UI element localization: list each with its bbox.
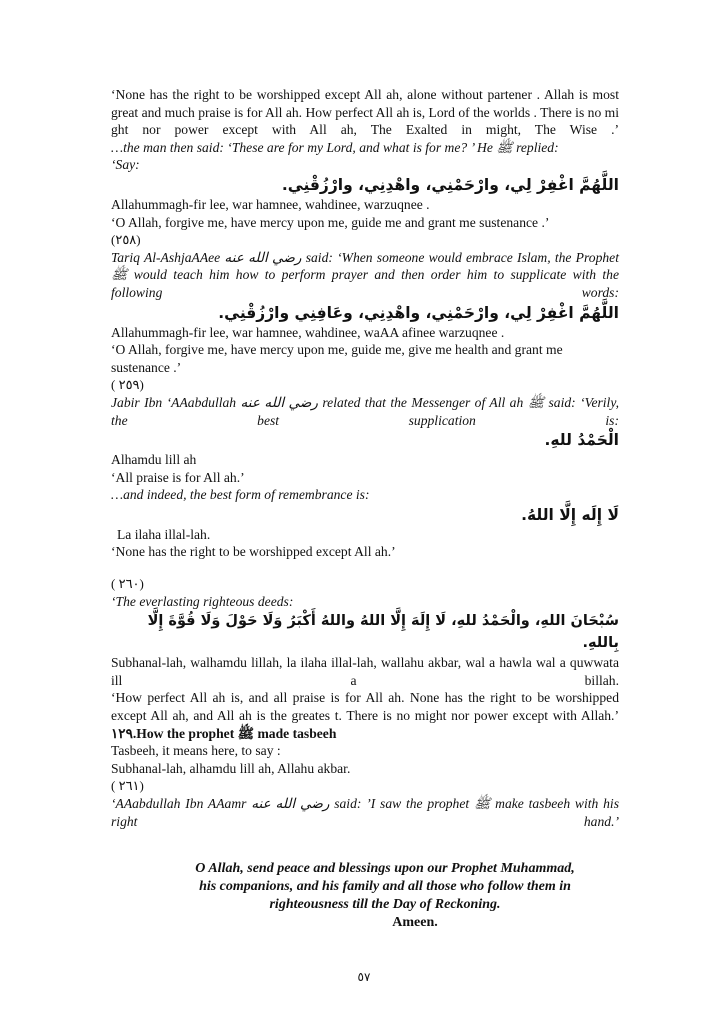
paragraph-tariq: Tariq Al-AshjaAAee رضي الله عنه said: ‘When someone would embrace Islam, the Prophet ﷺ would teach him how to perform prayer and then order him to supplicate with the following words: bbox=[111, 249, 619, 300]
page-number: ٥٧ bbox=[357, 970, 371, 984]
translation-5: ‘How perfect All ah is, and all praise is for All ah. None has the right to be worshipped except All ah, and All ah is the greates t. There is no might nor power except with Allah.’ bbox=[111, 690, 619, 724]
arabic-dua-1: اللَّهُمَّ اغْفِرْ لِي، وارْحَمْنِي، واهْدِنِي، وارْزُقْنِي. bbox=[281, 175, 619, 194]
closing-amen: Ameen. bbox=[392, 915, 438, 931]
transliteration-3: Alhamdu lill ah bbox=[111, 452, 197, 468]
paragraph-remembrance: …and indeed, the best form of remembrance is: bbox=[111, 487, 370, 503]
spacer bbox=[111, 561, 619, 575]
arabic-dua-4: لَا إِلَه إِلَّا اللهُ. bbox=[521, 505, 619, 524]
translation-1: ‘O Allah, forgive me, have mercy upon me, guide me and grant me sustenance .’ bbox=[111, 214, 550, 230]
closing-line-1: O Allah, send peace and blessings upon our Prophet Muhammad, bbox=[195, 861, 575, 877]
translation-4: ‘None has the right to be worshipped except All ah.’ bbox=[111, 544, 396, 560]
arabic-dua-5: سُبْحَانَ اللهِ، والْحَمْدُ للهِ، لَا إِلَهَ إِلَّا اللهُ واللهُ أَكْبَرُ وَلَا حَوْلَ وَلَا قُوَّةَ إِلَّا بِاللهِ. bbox=[147, 613, 619, 652]
reference-260: ( ٢٦٠) bbox=[111, 576, 144, 592]
arabic-dua-2: اللَّهُمَّ اغْفِرْ لِي، وارْحَمْنِي، واهْدِنِي، وعَافِنِي وارْزُقْنِي. bbox=[218, 303, 619, 322]
paragraph-man-asked: …the man then said: ‘These are for my Lord, and what is for me? ’ He ﷺ replied: bbox=[111, 139, 559, 155]
section-heading: ١٢٩.How the prophet ﷺ made tasbeeh bbox=[111, 725, 337, 741]
paragraph-jabir: Jabir Ibn ‘AAabdullah رضي الله عنه related that the Messenger of All ah ﷺ said: ‘Verily, the best supplication is: bbox=[111, 394, 619, 428]
translation-3: ‘All praise is for All ah.’ bbox=[111, 469, 245, 485]
paragraph-say: ‘Say: bbox=[111, 157, 140, 173]
paragraph-tasbeeh-def: Tasbeeh, it means here, to say : bbox=[111, 743, 281, 759]
transliteration-5: Subhanal-lah, walhamdu lillah, la ilaha illal-lah, wallahu akbar, wal a hawla wal a quwwata ill a billah. bbox=[111, 655, 619, 688]
paragraph-abdullah: ‘AAabdullah Ibn AAamr رضي الله عنه said: ’I saw the prophet ﷺ make tasbeeh with his right hand.’ bbox=[111, 796, 619, 829]
paragraph-everlasting: ‘The everlasting righteous deeds: bbox=[111, 593, 294, 609]
closing-prayer bbox=[111, 860, 619, 932]
transliteration-2: Allahummagh-fir lee, war hamnee, wahdinee, waAA afinee warzuqnee . bbox=[111, 324, 505, 340]
reference-258: (٢٥٨) bbox=[111, 232, 141, 248]
paragraph-tahleel-meaning: ‘None has the right to be worshipped except All ah, alone without partener . Allah is most great and much praise is for All ah. How perfect All ah is, Lord of the worlds . There is no mi ght nor power except with All ah, The Exalted in might, The Wise .’ bbox=[111, 87, 619, 138]
transliteration-4: La ilaha illal-lah. bbox=[117, 526, 211, 542]
transliteration-1: Allahummagh-fir lee, war hamnee, wahdinee, warzuqnee . bbox=[111, 196, 430, 212]
closing-line-2: his companions, and his family and all those who follow them in bbox=[199, 879, 571, 895]
transliteration-6: Subhanal-lah, alhamdu lill ah, Allahu akbar. bbox=[111, 760, 351, 776]
reference-259: ( ٢٥٩) bbox=[111, 377, 144, 393]
reference-261: ( ٢٦١) bbox=[111, 778, 144, 794]
translation-2: ‘O Allah, forgive me, have mercy upon me, guide me, give me health and grant me sustenance .’ bbox=[111, 342, 563, 375]
arabic-dua-3: الْحَمْدُ للهِ. bbox=[544, 431, 619, 450]
document-body bbox=[111, 86, 619, 932]
closing-line-3: righteousness till the Day of Reckoning. bbox=[269, 897, 501, 913]
